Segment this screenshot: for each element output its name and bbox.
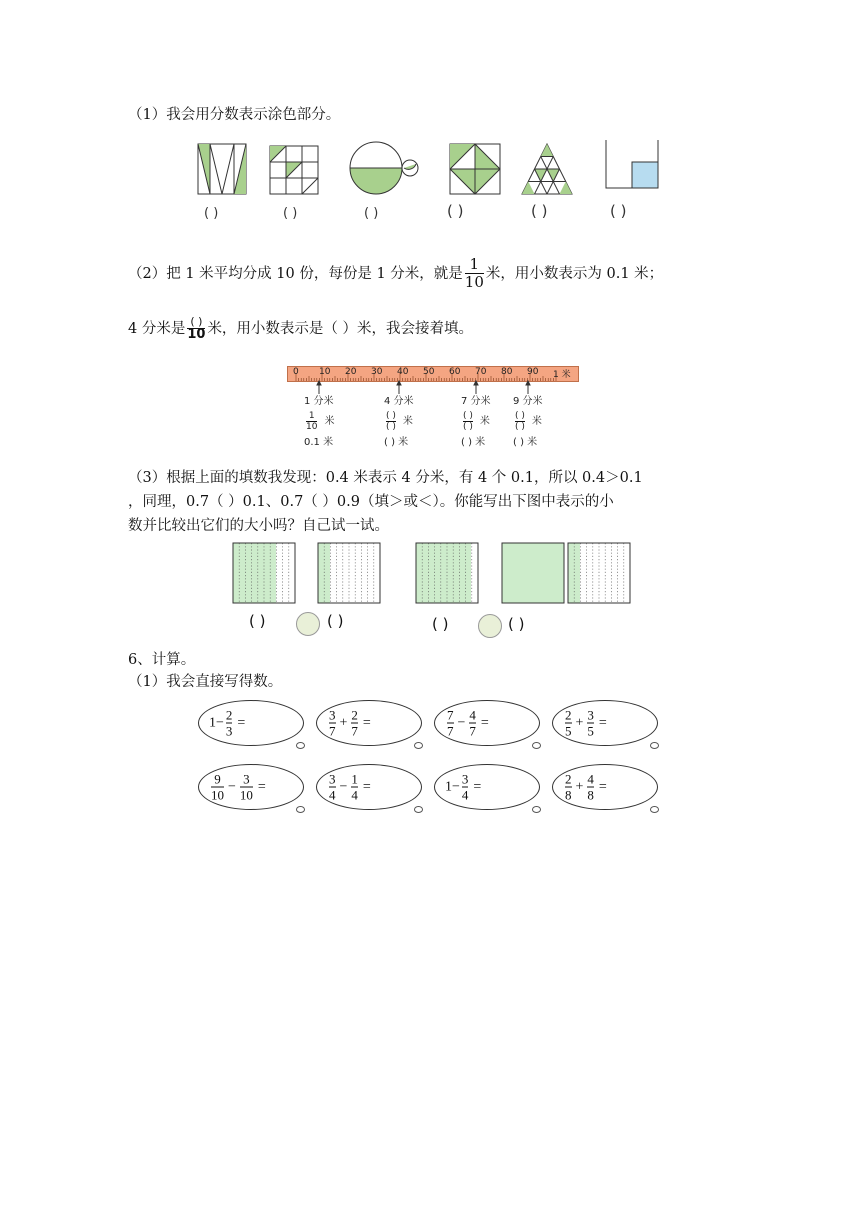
compare-circle-2[interactable] [478,614,502,638]
frac-num: 3 [329,707,336,723]
eq-operator: + [575,715,584,730]
fraction [226,708,233,739]
frac-num: 9 [214,771,221,787]
grid-a [233,543,295,603]
frac-num: 4 [469,707,476,723]
frac-num: 3 [461,771,469,787]
ruler-tick-label: 0 [293,367,299,377]
label-top: 7 分米 [461,396,491,407]
answer-4[interactable]: ( ) [447,202,464,220]
fraction [462,772,469,803]
ruler-tick-label: 20 [345,367,357,377]
equation-expression [445,772,481,803]
equation-oval[interactable] [552,764,658,810]
frac-num: ( ) [463,411,473,421]
frac-den: 7 [447,723,454,739]
label-decimal[interactable]: 0.1 米 [304,437,334,448]
oval-tail [650,806,659,813]
oval-tail [532,742,541,749]
frac-den: ( ) [386,422,396,432]
equation-oval[interactable] [316,700,422,746]
answer-3[interactable]: ( ) [364,206,379,221]
frac-den: 8 [565,787,572,803]
label-top: 1 分米 [304,396,334,407]
ruler-arrows [287,380,577,396]
section1-title: （1）我会用分数表示涂色部分。 [128,107,341,123]
fraction [587,772,594,803]
frac-den: 5 [565,723,572,739]
ruler-tick-label: 1 米 [553,370,571,380]
frac-num: 2 [565,771,572,787]
fraction [329,772,336,803]
frac-den: 10 [211,787,224,803]
ruler-label-group [513,395,543,450]
label-fraction[interactable] [513,411,543,432]
eq-operator: − [339,779,348,794]
compare-left-2[interactable]: ( ) [432,615,449,633]
answer-1[interactable]: ( ) [204,206,219,221]
frac-den: 5 [587,723,594,739]
frac-den: 4 [329,787,336,803]
fraction [240,772,253,803]
frac-num: 3 [243,771,250,787]
label-fraction[interactable] [384,411,414,432]
compare-circle-1[interactable] [296,612,320,636]
section2-line1 [128,256,663,291]
label-fraction[interactable] [304,411,334,432]
fraction [565,772,572,803]
equation-expression [563,772,607,803]
eq-equals: = [598,779,607,794]
equation-oval[interactable] [198,764,304,810]
line2-text-b: 米，用小数表示是（ ）米，我会接着填。 [207,320,474,337]
eq-prefix: 1− [209,715,224,730]
frac-den: 7 [329,723,336,739]
frac-num: 3 [587,707,594,723]
section3-line1: （3）根据上面的填数我发现：0.4 米表示 4 分米，有 4 个 0.1，所以 0.4＞0.1 [128,470,643,486]
label-unit: 米 [531,415,542,427]
grid-e [568,543,630,603]
frac-num: ( ) [190,315,203,328]
ruler-label-group [384,395,414,450]
frac-den: 3 [225,723,233,739]
grid-c [416,543,478,603]
compare-right-2[interactable]: ( ) [508,615,525,633]
section3-line2: ，同理，0.7（ ）0.1、0.7（ ）0.9（填＞或＜）。你能写出下图中表示的小 [128,494,614,510]
frac-num: 2 [351,707,358,723]
fraction [565,708,572,739]
fraction [587,708,594,739]
frac-num: ( ) [386,411,396,421]
equation-oval[interactable] [434,700,540,746]
section2-line2 [128,316,473,341]
figure-5 [522,144,572,194]
oval-tail [414,806,423,813]
ruler-label-group [461,395,491,450]
frac-den: 10 [464,273,484,291]
frac-num: 2 [225,707,233,723]
frac-den: 7 [351,723,358,739]
fraction [211,772,224,803]
fraction-1-10 [465,256,484,291]
eq-prefix: 1− [445,779,460,794]
label-fraction[interactable] [461,411,491,432]
oval-tail [296,806,305,813]
figure-6 [606,140,658,188]
equation-expression [327,708,371,739]
grid-b [318,543,380,603]
section6-title: 6、计算。 [128,652,196,668]
answer-5[interactable]: ( ) [531,202,548,220]
fraction [351,708,358,739]
eq-equals: = [257,779,266,794]
ruler-tick-label: 30 [371,367,383,377]
ruler-tick-label: 70 [475,367,487,377]
frac-num: 2 [565,707,572,723]
equation-expression [563,708,607,739]
label-unit: 米 [402,415,413,427]
decimal-grids [230,540,640,608]
line1-text-b: 米，用小数表示为 0.1 米； [485,265,664,282]
frac-den: 4 [461,787,469,803]
section3-line3: 数并比较出它们的大小吗？自己试一试。 [128,518,389,534]
answer-6[interactable]: ( ) [610,202,627,220]
fraction [351,772,358,803]
eq-operator: + [575,779,584,794]
label-top: 9 分米 [513,396,543,407]
label-unit: 米 [324,415,335,427]
frac-num: 4 [587,771,594,787]
label-decimal[interactable]: ( ) 米 [461,437,486,448]
eq-equals: = [480,715,489,730]
frac-den: 10 [187,327,206,342]
eq-equals: = [362,779,371,794]
compare-left-1[interactable]: ( ) [249,612,266,630]
oval-tail [650,742,659,749]
ruler-tick-label: 80 [501,367,513,377]
answer-2[interactable]: ( ) [283,206,298,221]
eq-operator: − [228,779,236,794]
oval-tail [296,742,305,749]
equation-expression [445,708,489,739]
label-decimal[interactable]: ( ) 米 [513,437,538,448]
frac-den: 8 [587,787,594,803]
ruler-tick-label: 40 [397,367,409,377]
figure-1 [198,144,246,194]
eq-equals: = [237,715,246,730]
eq-operator: − [457,715,466,730]
equation-oval[interactable] [434,764,540,810]
ruler-label-group [304,395,334,450]
label-decimal[interactable]: ( ) 米 [384,437,409,448]
frac-den: 10 [306,422,318,432]
fraction [447,708,454,739]
fraction-blank-10 [187,316,205,341]
frac-den: 10 [239,787,253,803]
equation-oval[interactable] [316,764,422,810]
label-top: 4 分米 [384,396,414,407]
ruler-tick-label: 10 [319,367,331,377]
figure-3 [350,142,418,194]
frac-den: ( ) [463,422,473,432]
frac-den: ( ) [515,422,525,432]
eq-equals: = [473,779,482,794]
label-unit: 米 [479,415,490,427]
line1-text-a: （2）把 1 米平均分成 10 份，每份是 1 分米，就是 [128,265,463,282]
equation-expression [327,772,371,803]
equation-expression [209,772,266,803]
frac-num: 1 [351,771,358,787]
eq-equals: = [598,715,607,730]
frac-den: 7 [469,723,476,739]
eq-operator: + [339,715,348,730]
equation-oval[interactable] [552,700,658,746]
frac-num: 1 [308,411,315,421]
oval-tail [532,806,541,813]
equation-expression [209,708,245,739]
grid-d [502,543,564,603]
oval-tail [414,742,423,749]
compare-right-1[interactable]: ( ) [327,612,344,630]
fraction [469,708,476,739]
frac-num: 3 [329,771,336,787]
fraction [329,708,336,739]
ruler-tick-label: 50 [423,367,435,377]
section6-subtitle: （1）我会直接写得数。 [128,674,283,690]
ruler-tick-label: 60 [449,367,461,377]
figure-4 [450,144,500,194]
frac-num: ( ) [515,411,525,421]
figure-2 [270,146,318,194]
frac-num: 1 [469,255,480,273]
ruler-tick-label: 90 [527,367,539,377]
frac-num: 7 [447,707,454,723]
line2-text-a: 4 分米是 [128,320,186,337]
frac-den: 4 [351,787,358,803]
eq-equals: = [362,715,371,730]
shaded-figures [190,140,680,202]
equation-oval[interactable] [198,700,304,746]
